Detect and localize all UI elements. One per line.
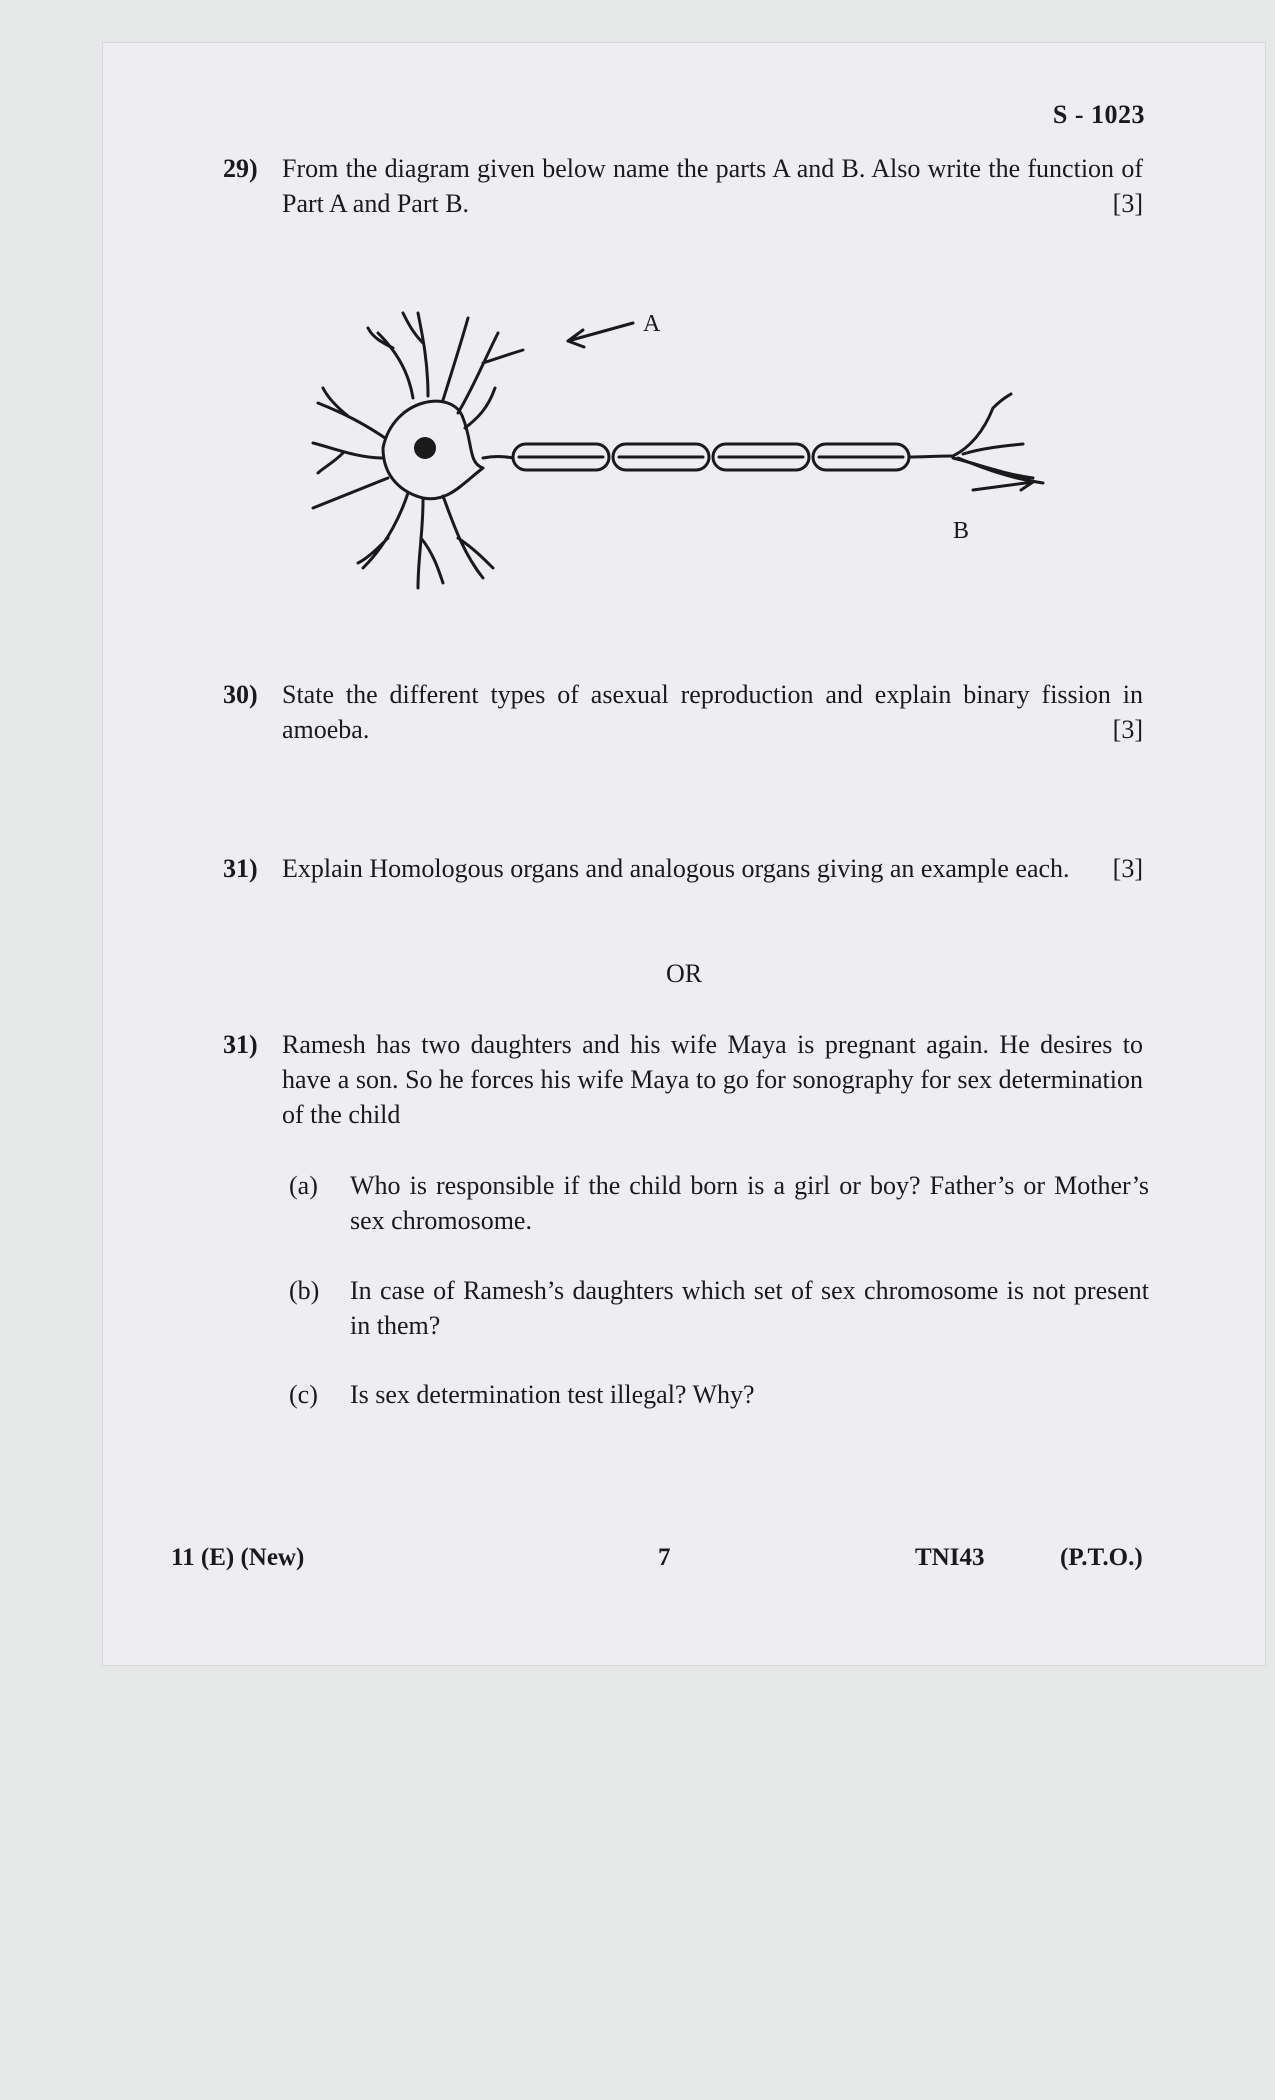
neuron-diagram	[273, 268, 1073, 628]
question-text: From the diagram given below name the parts A and B. Also write the function of Part A and Part B.	[282, 154, 1143, 218]
arrow-b	[973, 476, 1033, 490]
question-31-alternative	[223, 1027, 1143, 1132]
dendrite	[318, 388, 385, 438]
dendrite	[443, 496, 493, 578]
question-text: Explain Homologous organs and analogous organs giving an example each.	[282, 854, 1070, 883]
dendrite	[403, 313, 428, 396]
label-b: B	[953, 518, 970, 544]
question-number: 30)	[223, 680, 258, 709]
dendrite	[418, 500, 443, 588]
sub-question-label: (a)	[289, 1171, 318, 1200]
sub-question-text: In case of Ramesh’s daughters which set of sex chromosome is not present in them?	[350, 1276, 1149, 1340]
question-marks: [3]	[1112, 189, 1143, 218]
arrow-a	[568, 323, 633, 347]
question-text: State the different types of asexual reproduction and explain binary fission in amoeba.	[282, 680, 1143, 744]
nucleus	[414, 437, 436, 459]
dendrite	[313, 478, 388, 508]
sub-question-label: (c)	[289, 1380, 318, 1409]
sub-question-a	[289, 1168, 1149, 1238]
exam-page	[103, 43, 1265, 1665]
sub-question-label: (b)	[289, 1276, 320, 1305]
sub-question-b	[289, 1273, 1149, 1343]
question-marks: [3]	[1112, 854, 1143, 883]
sub-question-text: Who is responsible if the child born is a girl or boy? Father’s or Mother’s sex chromosome.	[350, 1171, 1149, 1235]
question-29	[223, 151, 1143, 221]
axon-myelin-sheath	[483, 444, 953, 470]
sub-question-text: Is sex determination test illegal? Why?	[350, 1380, 755, 1409]
question-number: 31)	[223, 1030, 258, 1059]
footer-paper: 11 (E) (New)	[171, 1544, 305, 1571]
question-text: Ramesh has two daughters and his wife Maya is pregnant again. He desires to have a son. So he forces his wife Maya to go for sonography for sex determination of the child	[282, 1030, 1143, 1129]
question-number: 29)	[223, 154, 258, 183]
question-31	[223, 851, 1143, 886]
dendrite	[443, 318, 468, 400]
or-divider: OR	[665, 959, 703, 988]
question-30	[223, 677, 1143, 747]
question-number: 31)	[223, 854, 258, 883]
label-a: A	[643, 311, 661, 337]
sub-question-c	[289, 1377, 1149, 1412]
dendrite	[313, 443, 383, 473]
dendrite	[368, 328, 413, 398]
page-number: 7	[658, 1544, 671, 1571]
footer-code: TNI43	[915, 1544, 985, 1571]
paper-code: S - 1023	[1052, 100, 1145, 129]
dendrite	[358, 493, 408, 568]
question-marks: [3]	[1112, 715, 1143, 744]
pto-label: (P.T.O.)	[1060, 1544, 1143, 1571]
